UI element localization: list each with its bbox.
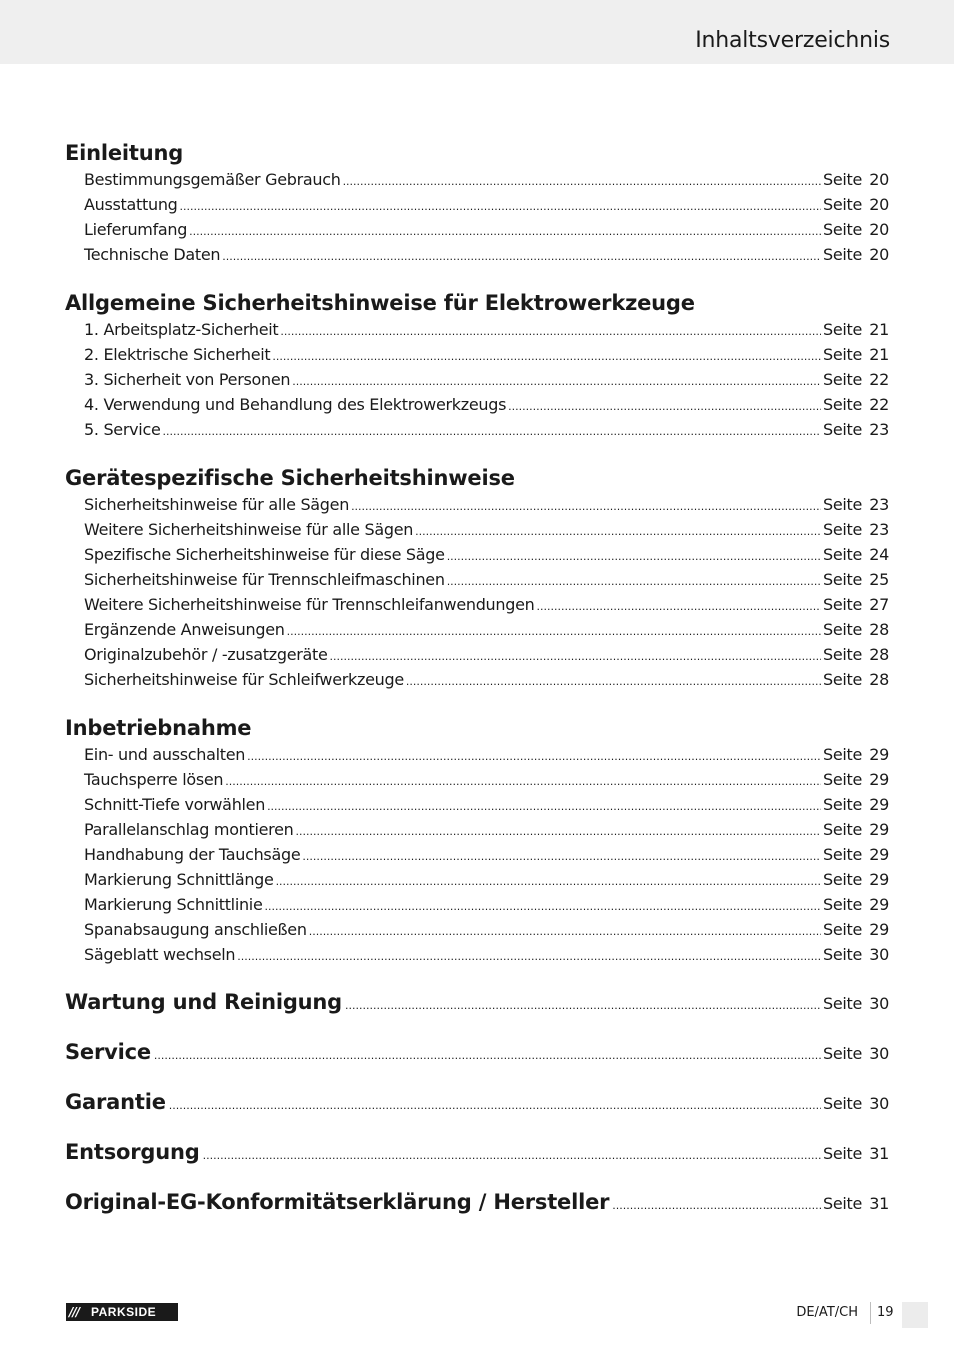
page-label: Seite [823, 795, 863, 814]
page-reference [823, 544, 889, 566]
section-heading: Inbetriebnahme [65, 716, 252, 740]
page-number: 29 [869, 795, 889, 814]
dot-leader [447, 544, 821, 568]
toc-entry-title: Originalzubehör / -zusatzgeräte [84, 645, 328, 664]
toc-entry[interactable] [84, 594, 889, 616]
toc-entry-title: Sicherheitshinweise für Schleifwerkzeuge [84, 670, 404, 689]
dot-leader [309, 919, 821, 943]
toc-entry-title: Bestimmungsgemäßer Gebrauch [84, 170, 341, 189]
page-label: Seite [823, 245, 863, 264]
dot-leader [225, 769, 821, 793]
page-number: 31 [869, 1194, 889, 1213]
page-label: Seite [823, 1094, 863, 1113]
dot-leader [330, 644, 821, 668]
toc-main-entry-title: Wartung und Reinigung [65, 990, 342, 1014]
page-number: 29 [869, 820, 889, 839]
page-reference [823, 919, 889, 941]
page-reference [823, 369, 889, 391]
toc-entry[interactable] [84, 394, 889, 416]
toc-main-entry[interactable] [65, 1090, 889, 1118]
page-reference [823, 419, 889, 441]
page-reference [823, 669, 889, 691]
page-reference [823, 744, 889, 766]
toc-entry[interactable] [84, 619, 889, 641]
toc-entry-title: Lieferumfang [84, 220, 188, 239]
page-label: Seite [823, 745, 863, 764]
page-number: 20 [869, 220, 889, 239]
page-number: 20 [869, 170, 889, 189]
toc-entry[interactable] [84, 319, 889, 341]
page-number: 20 [869, 245, 889, 264]
section-heading: Gerätespezifische Sicherheitshinweise [65, 466, 515, 490]
toc-main-entry-title: Original-EG-Konformitätserklärung / Hersteller [65, 1190, 610, 1214]
toc-entry-title: Handhabung der Tauchsäge [84, 845, 301, 864]
toc-entry[interactable] [84, 669, 889, 691]
page-number: 30 [869, 1044, 889, 1063]
dot-leader [415, 519, 821, 543]
logo-text: PARKSIDE [91, 1305, 157, 1319]
page-label: Seite [823, 920, 863, 939]
dot-leader [276, 869, 821, 893]
page-reference [823, 594, 889, 616]
toc-entry[interactable] [84, 569, 889, 591]
page-label: Seite [823, 320, 863, 339]
dot-leader [296, 819, 822, 843]
toc-main-entry-title: Entsorgung [65, 1140, 200, 1164]
page-reference [823, 1144, 889, 1163]
toc-entry[interactable] [84, 169, 889, 191]
page-number: 30 [869, 945, 889, 964]
dot-leader [272, 344, 821, 368]
footer-divider [870, 1302, 871, 1324]
dot-leader [447, 569, 821, 593]
dot-leader [267, 794, 821, 818]
page-title: Inhaltsverzeichnis [695, 28, 890, 53]
page-label: Seite [823, 370, 863, 389]
page-label: Seite [823, 595, 863, 614]
page-reference [823, 569, 889, 591]
parkside-logo [66, 1303, 178, 1321]
dot-leader [280, 319, 821, 343]
toc-entry-title: Sägeblatt wechseln [84, 945, 236, 964]
page-label: Seite [823, 420, 863, 439]
page-reference [823, 1194, 889, 1213]
toc-entry-title: Parallelanschlag montieren [84, 820, 294, 839]
toc-entry[interactable] [84, 244, 889, 266]
dot-leader [536, 594, 821, 618]
section-heading: Einleitung [65, 141, 184, 165]
page-label: Seite [823, 1194, 863, 1213]
toc-main-entry-title: Service [65, 1040, 151, 1064]
dot-leader [180, 194, 821, 218]
toc-entry[interactable] [84, 544, 889, 566]
dot-leader [222, 244, 821, 268]
dot-leader [343, 169, 821, 193]
page-number: 29 [869, 920, 889, 939]
dot-leader [154, 1044, 821, 1063]
toc-main-entry-title: Garantie [65, 1090, 166, 1114]
page-reference [823, 644, 889, 666]
page-reference [823, 344, 889, 366]
dot-leader [163, 419, 822, 443]
page-reference [823, 1094, 889, 1113]
page-number: 23 [869, 520, 889, 539]
toc-entry-title: Ergänzende Anweisungen [84, 620, 285, 639]
toc-main-entry[interactable] [65, 1140, 889, 1168]
page-number: 29 [869, 870, 889, 889]
toc-entry[interactable] [84, 219, 889, 241]
toc-entry-title: Markierung Schnittlänge [84, 870, 274, 889]
dot-leader [406, 669, 821, 693]
toc-main-entry[interactable] [65, 990, 889, 1018]
page-number: 24 [869, 545, 889, 564]
dot-leader [345, 994, 821, 1013]
page-reference [823, 794, 889, 816]
page-number: 31 [869, 1144, 889, 1163]
logo-slashes: /// [69, 1305, 80, 1319]
toc-entry[interactable] [84, 194, 889, 216]
toc-main-entry[interactable] [65, 1190, 889, 1218]
page-label: Seite [823, 870, 863, 889]
page-reference [823, 169, 889, 191]
page-reference [823, 844, 889, 866]
page-number: 21 [869, 345, 889, 364]
page-reference [823, 619, 889, 641]
page-number: 29 [869, 770, 889, 789]
page-reference [823, 319, 889, 341]
toc-entry-title: Spezifische Sicherheitshinweise für diese Säge [84, 545, 445, 564]
dot-leader [612, 1194, 821, 1213]
page-reference [823, 1044, 889, 1063]
page-reference [823, 869, 889, 891]
page-reference [823, 894, 889, 916]
page-label: Seite [823, 645, 863, 664]
page-label: Seite [823, 395, 863, 414]
page-number: 30 [869, 994, 889, 1013]
page-number: 28 [869, 620, 889, 639]
toc-entry[interactable] [84, 644, 889, 666]
toc-entry[interactable] [84, 344, 889, 366]
page-label: Seite [823, 620, 863, 639]
toc-entry-title: 4. Verwendung und Behandlung des Elektrowerkzeugs [84, 395, 507, 414]
toc-entry[interactable] [84, 519, 889, 541]
dot-leader [302, 844, 821, 868]
toc-entry-title: 1. Arbeitsplatz-Sicherheit [84, 320, 279, 339]
toc-entry[interactable] [84, 419, 889, 441]
page-number: 30 [869, 1094, 889, 1113]
toc-entry[interactable] [84, 844, 889, 866]
page-label: Seite [823, 495, 863, 514]
toc-entry-title: 3. Sicherheit von Personen [84, 370, 291, 389]
page-reference [823, 994, 889, 1013]
page-number: 29 [869, 895, 889, 914]
toc-entry[interactable] [84, 494, 889, 516]
page-label: Seite [823, 1044, 863, 1063]
page-number: 21 [869, 320, 889, 339]
toc-entry[interactable] [84, 869, 889, 891]
toc-entry[interactable] [84, 944, 889, 966]
page-label: Seite [823, 195, 863, 214]
page-number: 29 [869, 745, 889, 764]
dot-leader [169, 1094, 821, 1113]
page-number: 25 [869, 570, 889, 589]
page-label: Seite [823, 670, 863, 689]
toc-entry-title: Sicherheitshinweise für Trennschleifmaschinen [84, 570, 445, 589]
dot-leader [287, 619, 821, 643]
dot-leader [247, 744, 821, 768]
toc-entry-title: 5. Service [84, 420, 161, 439]
page-label: Seite [823, 1144, 863, 1163]
toc-entry-title: Markierung Schnittlinie [84, 895, 263, 914]
page-reference [823, 769, 889, 791]
page-number: 29 [869, 845, 889, 864]
page-number: 20 [869, 195, 889, 214]
page-number: 22 [869, 395, 889, 414]
page-reference [823, 519, 889, 541]
toc-entry[interactable] [84, 819, 889, 841]
toc-entry-title: Weitere Sicherheitshinweise für alle Sägen [84, 520, 414, 539]
page-label: Seite [823, 520, 863, 539]
page-label: Seite [823, 945, 863, 964]
page-number: 23 [869, 420, 889, 439]
toc-entry-title: Ausstattung [84, 195, 178, 214]
toc-entry-title: Ein- und ausschalten [84, 745, 246, 764]
toc-main-entry[interactable] [65, 1040, 889, 1068]
page-number: 27 [869, 595, 889, 614]
page-reference [823, 494, 889, 516]
page-number: 28 [869, 645, 889, 664]
dot-leader [265, 894, 822, 918]
dot-leader [189, 219, 821, 243]
toc-entry[interactable] [84, 894, 889, 916]
toc-entry-title: Schnitt-Tiefe vorwählen [84, 795, 266, 814]
page-number: 23 [869, 495, 889, 514]
toc-entry[interactable] [84, 919, 889, 941]
page-label: Seite [823, 570, 863, 589]
page-label: Seite [823, 345, 863, 364]
toc-entry[interactable] [84, 744, 889, 766]
page-reference [823, 244, 889, 266]
toc-entry[interactable] [84, 794, 889, 816]
page-label: Seite [823, 845, 863, 864]
page-label: Seite [823, 770, 863, 789]
page-number: 28 [869, 670, 889, 689]
page-label: Seite [823, 994, 863, 1013]
page-reference [823, 944, 889, 966]
page-label: Seite [823, 220, 863, 239]
dot-leader [508, 394, 821, 418]
toc-entry-title: Weitere Sicherheitshinweise für Trennschleifanwendungen [84, 595, 535, 614]
page-reference [823, 394, 889, 416]
page-label: Seite [823, 820, 863, 839]
toc-entry-title: Tauchsperre lösen [84, 770, 224, 789]
toc-entry[interactable] [84, 369, 889, 391]
page-reference [823, 194, 889, 216]
section-heading: Allgemeine Sicherheitshinweise für Elektrowerkzeuge [65, 291, 695, 315]
dot-leader [351, 494, 821, 518]
toc-entry-title: Sicherheitshinweise für alle Sägen [84, 495, 350, 514]
page-reference [823, 219, 889, 241]
dot-leader [237, 944, 821, 968]
toc-entry[interactable] [84, 769, 889, 791]
toc-entry-title: 2. Elektrische Sicherheit [84, 345, 271, 364]
page-reference [823, 819, 889, 841]
page-label: Seite [823, 170, 863, 189]
footer-tab-box [902, 1302, 928, 1328]
page-label: Seite [823, 545, 863, 564]
toc-entry-title: Spanabsaugung anschließen [84, 920, 307, 939]
footer-page-number: 19 [877, 1305, 894, 1320]
page-label: Seite [823, 895, 863, 914]
dot-leader [203, 1144, 821, 1163]
page-number: 22 [869, 370, 889, 389]
dot-leader [292, 369, 821, 393]
toc-entry-title: Technische Daten [84, 245, 221, 264]
footer-region: DE/AT/CH [796, 1305, 858, 1320]
